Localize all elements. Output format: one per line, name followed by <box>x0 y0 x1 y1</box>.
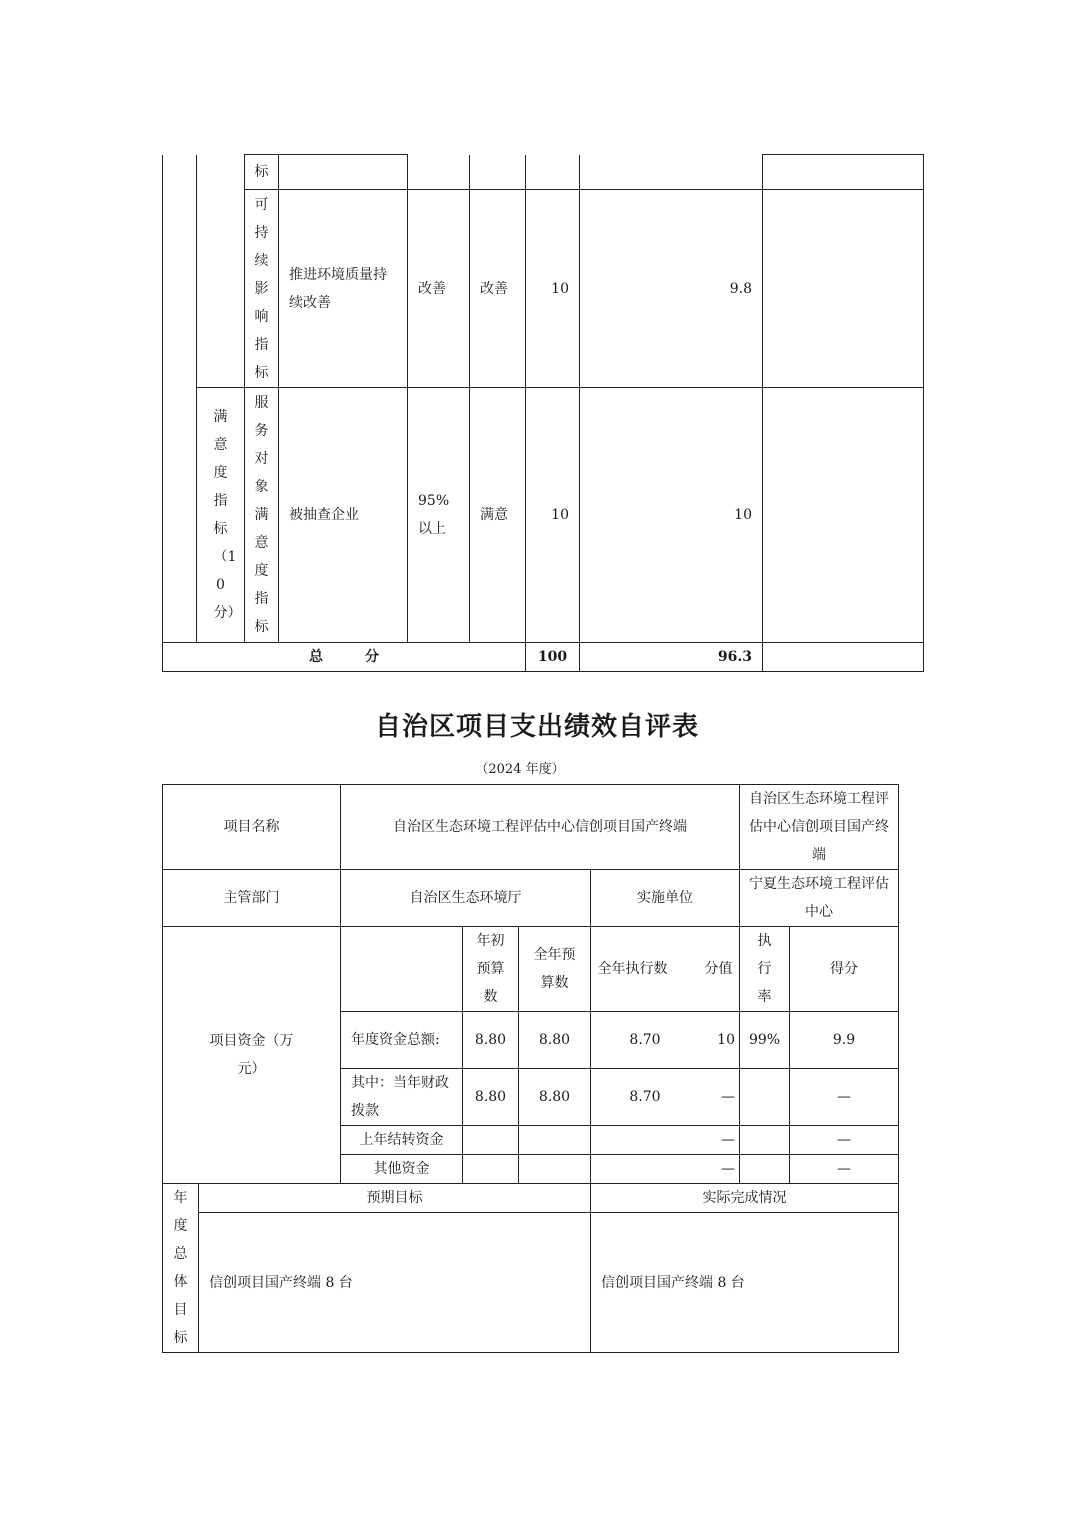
fund-executed: 8.70 <box>629 1089 661 1105</box>
actual-value: 满意 <box>470 388 526 643</box>
header-executed-text: 全年执行数 <box>597 961 668 977</box>
fund-executed-weight <box>591 1155 740 1184</box>
blank-cell <box>197 155 245 388</box>
fund-initial <box>463 1126 519 1155</box>
blank-cell <box>763 155 924 190</box>
fund-initial: 8.80 <box>463 1012 519 1069</box>
impl-value: 宁夏生态环境工程评估中心 <box>740 870 899 927</box>
dept-value: 自治区生态环境厅 <box>341 870 591 927</box>
fund-weight: — <box>721 1132 735 1148</box>
blank-cell <box>279 155 408 190</box>
blank-cell <box>408 155 470 190</box>
fund-name: 其中：当年财政拨款 <box>341 1069 463 1126</box>
actual-value: 信创项目国产终端 8 台 <box>591 1213 899 1353</box>
total-score: 96.3 <box>580 643 763 672</box>
year-caption: （2024 年度） <box>475 762 565 777</box>
goal-label-text: 年度总体目标 <box>173 1190 188 1346</box>
performance-indicator-table <box>162 154 924 672</box>
header-annual: 全年预算数 <box>519 927 591 1012</box>
project-name-value-right: 自治区生态环境工程评估中心信创项目国产终端 <box>740 785 899 870</box>
fund-executed-weight <box>591 1012 740 1069</box>
blank-cell <box>580 155 763 190</box>
impl-label: 实施单位 <box>591 870 740 927</box>
weight-value: 10 <box>526 190 580 388</box>
fund-weight: — <box>721 1089 735 1105</box>
fund-score: 9.9 <box>790 1012 899 1069</box>
target-value: 改善 <box>408 190 470 388</box>
fund-initial: 8.80 <box>463 1069 519 1126</box>
category-text: 服务对象满意度指标 <box>254 395 269 635</box>
expected-label: 预期目标 <box>199 1184 591 1213</box>
fund-executed-weight <box>591 1069 740 1126</box>
fund-weight: — <box>721 1161 735 1177</box>
fund-name: 其他资金 <box>341 1155 463 1184</box>
fund-executed-weight <box>591 1126 740 1155</box>
fund-rate <box>740 1126 790 1155</box>
total-label: 总 分 <box>163 643 526 672</box>
indicator-name: 被抽查企业 <box>279 388 408 643</box>
fund-name: 上年结转资金 <box>341 1126 463 1155</box>
header-score: 得分 <box>790 927 899 1012</box>
actual-label: 实际完成情况 <box>591 1184 899 1213</box>
score-value: 10 <box>580 388 763 643</box>
target-value: 95%以上 <box>408 388 470 643</box>
indicator-category <box>245 190 279 388</box>
remark-cell <box>763 643 924 672</box>
blank-cell <box>526 155 580 190</box>
fund-initial <box>463 1155 519 1184</box>
weight-value: 10 <box>526 388 580 643</box>
fund-score: — <box>790 1126 899 1155</box>
fund-executed: 8.70 <box>629 1032 661 1048</box>
indicator-name: 推进环境质量持续改善 <box>279 190 408 388</box>
header-initial: 年初预算数 <box>463 927 519 1012</box>
goal-label <box>163 1184 199 1353</box>
page-title: 自治区项目支出绩效自评表 <box>374 712 699 742</box>
blank-cell <box>163 388 197 643</box>
blank-cell <box>341 927 463 1012</box>
header-weight-text: 分值 <box>704 961 733 977</box>
indicator-category-tail: 标 <box>245 155 279 190</box>
group-text: 满意度指标（10分） <box>213 409 242 621</box>
project-name-value: 自治区生态环境工程评估中心信创项目国产终端 <box>341 785 740 870</box>
score-value: 9.8 <box>580 190 763 388</box>
fund-rate <box>740 1069 790 1126</box>
blank-cell <box>470 155 526 190</box>
funds-label: 项目资金（万元） <box>163 927 341 1184</box>
fund-annual <box>519 1155 591 1184</box>
indicator-category <box>245 388 279 643</box>
blank-cell <box>163 155 197 388</box>
category-text: 可持续影响指标 <box>254 196 269 381</box>
project-name-label: 项目名称 <box>163 785 341 870</box>
dept-label: 主管部门 <box>163 870 341 927</box>
fund-rate <box>740 1155 790 1184</box>
fund-name: 年度资金总额: <box>341 1012 463 1069</box>
fund-annual: 8.80 <box>519 1069 591 1126</box>
fund-score: — <box>790 1069 899 1126</box>
fund-annual: 8.80 <box>519 1012 591 1069</box>
actual-value: 改善 <box>470 190 526 388</box>
fund-annual <box>519 1126 591 1155</box>
expected-value: 信创项目国产终端 8 台 <box>199 1213 591 1353</box>
header-executed <box>591 927 740 1012</box>
fund-score: — <box>790 1155 899 1184</box>
remark-cell <box>763 190 924 388</box>
remark-cell <box>763 388 924 643</box>
fund-rate: 99% <box>740 1012 790 1069</box>
self-evaluation-table <box>162 784 899 1353</box>
total-weight: 100 <box>526 643 580 672</box>
satisfaction-group <box>197 388 245 643</box>
header-rate: 执行率 <box>740 927 790 1012</box>
fund-weight: 10 <box>717 1032 735 1048</box>
